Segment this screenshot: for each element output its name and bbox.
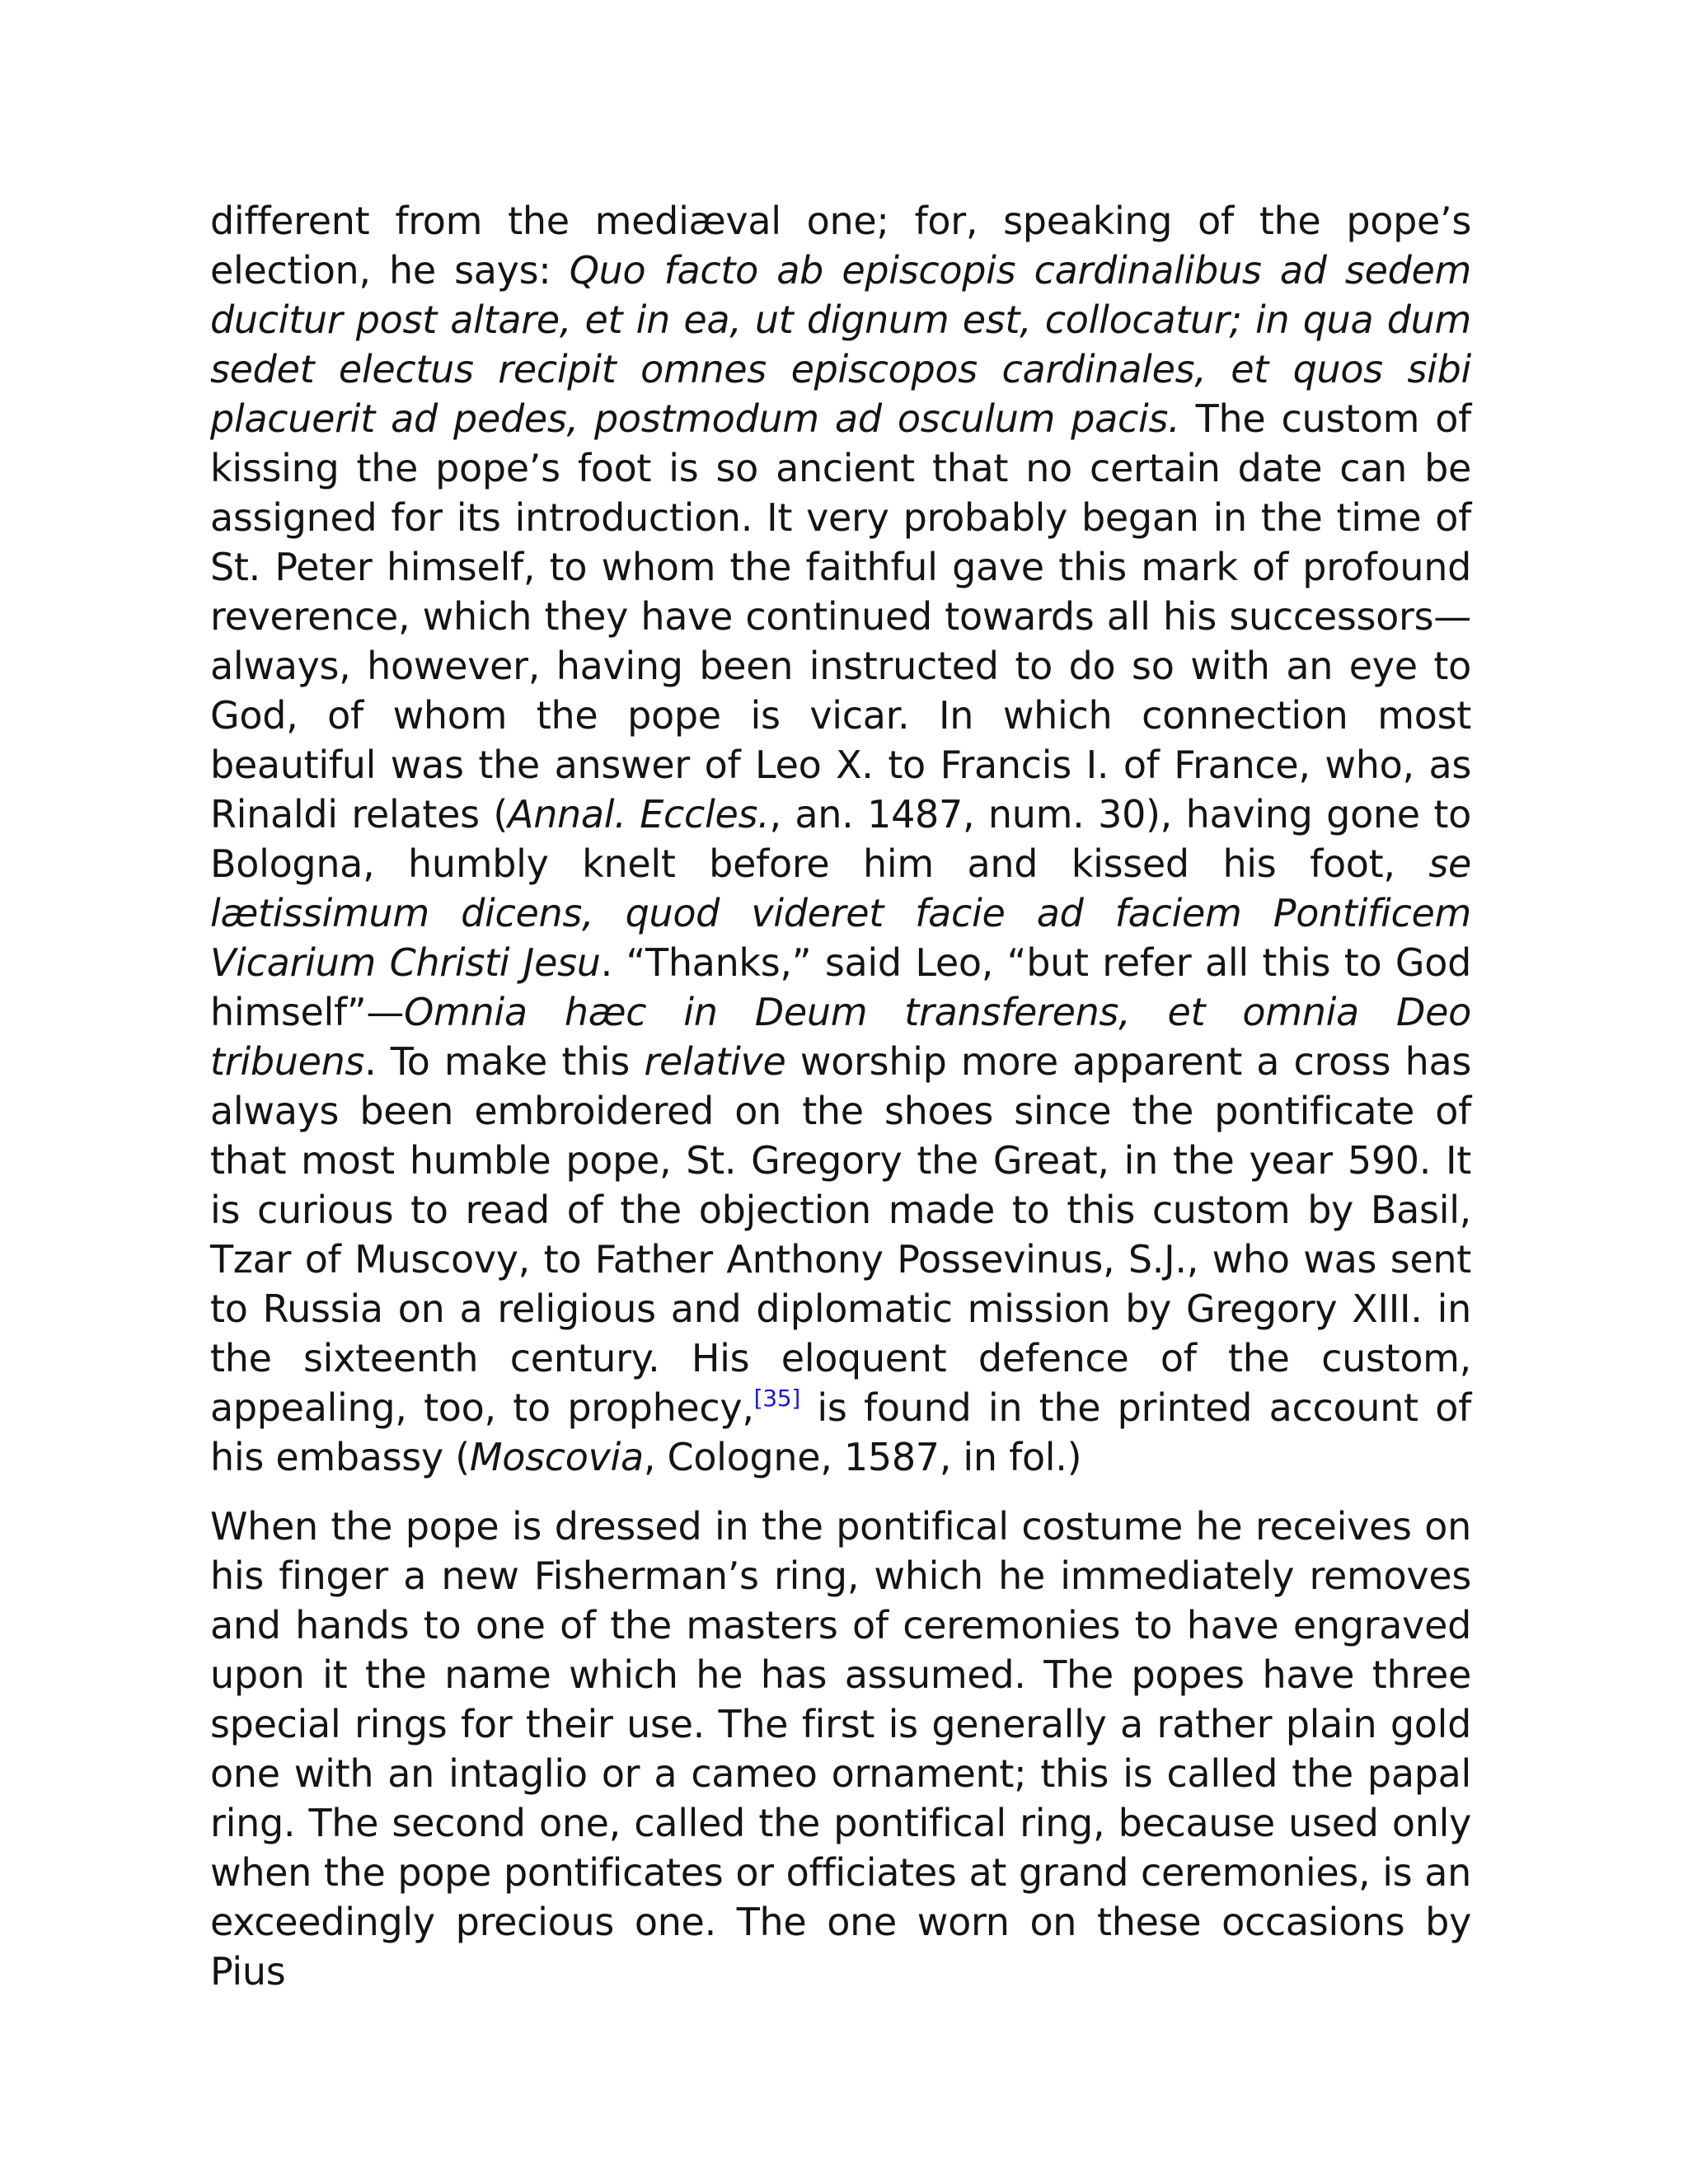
latin-quote-leo: Omnia hæc in Deum transferens, et omnia Deo tribuens <box>210 990 1471 1084</box>
text-segment: different from the mediæval one; for, speaking of the pope’s election, he says: <box>210 199 1471 293</box>
text-segment: worship more apparent a cross has always been embroidered on the shoes since the pontificate of that most humble pope, St. Gregory the Great, in the year 590. It is curious to read of the objection made to this custom by Basil, Tzar of Muscovy, to Father Anthony Possevinus, S.J., who was sent to Russia on a religious and diplomatic mission by Gregory XIII. in the sixteenth century. His eloquent defence of the custom, appealing, too, to prophecy, <box>210 1039 1471 1430</box>
latin-quote-francis: se lætissimum dicens, quod videret facie ad faciem Pontificem Vicarium Christi Jesu <box>210 841 1471 985</box>
footnote-link-35[interactable]: [35] <box>753 1384 800 1412</box>
paragraph-papal-foot-kissing <box>210 196 1471 1482</box>
citation-moscovia: Moscovia <box>469 1435 644 1479</box>
text-segment: The custom of kissing the pope’s foot is so ancient that no certain date can be assigned for its introduction. It very probably began in the time of St. Peter himself, to whom the faithful gave this mark of profound reverence, which they have continued towards all his successors—always, however, having been instructed to do so with an eye to God, of whom the pope is vicar. In which connection most beautiful was the answer of Leo X. to Francis I. of France, who, as Rinaldi relates ( <box>210 396 1471 837</box>
paragraph-fisherman-ring <box>210 1502 1471 1996</box>
emphasis-relative: relative <box>644 1039 786 1084</box>
page-body <box>210 196 1471 2016</box>
latin-quote-election: Quo facto ab episcopis cardinalibus ad sedem ducitur post altare, et in ea, ut dignum est, collocatur; in qua dum sedet electus recipit omnes episcopos cardinales, et quos sibi placuerit ad pedes, postmodum ad osculum pacis. <box>210 248 1471 441</box>
text-segment: , Cologne, 1587, in fol.) <box>643 1435 1082 1479</box>
text-segment: When the pope is dressed in the pontifical costume he receives on his finger a new Fisherman’s ring, which he immediately removes and hands to one of the masters of ceremonies to have engraved upon it the name which he has assumed. The popes have three special rings for their use. The first is generally a rather plain gold one with an intaglio or a cameo ornament; this is called the papal ring. The second one, called the pontifical ring, because used only when the pope pontificates or officiates at grand ceremonies, is an exceedingly precious one. The one worn on these occasions by Pius <box>210 1504 1471 1994</box>
text-segment: is found in the printed account of his embassy ( <box>210 1385 1471 1479</box>
text-segment: . To make this <box>364 1039 645 1084</box>
text-segment: , an. 1487, num. 30), having gone to Bologna, humbly knelt before him and kissed his foot, <box>210 792 1471 886</box>
citation-annal-eccles: Annal. Eccles. <box>508 792 770 837</box>
text-segment: . “Thanks,” said Leo, “but refer all this to God himself”— <box>210 940 1471 1034</box>
